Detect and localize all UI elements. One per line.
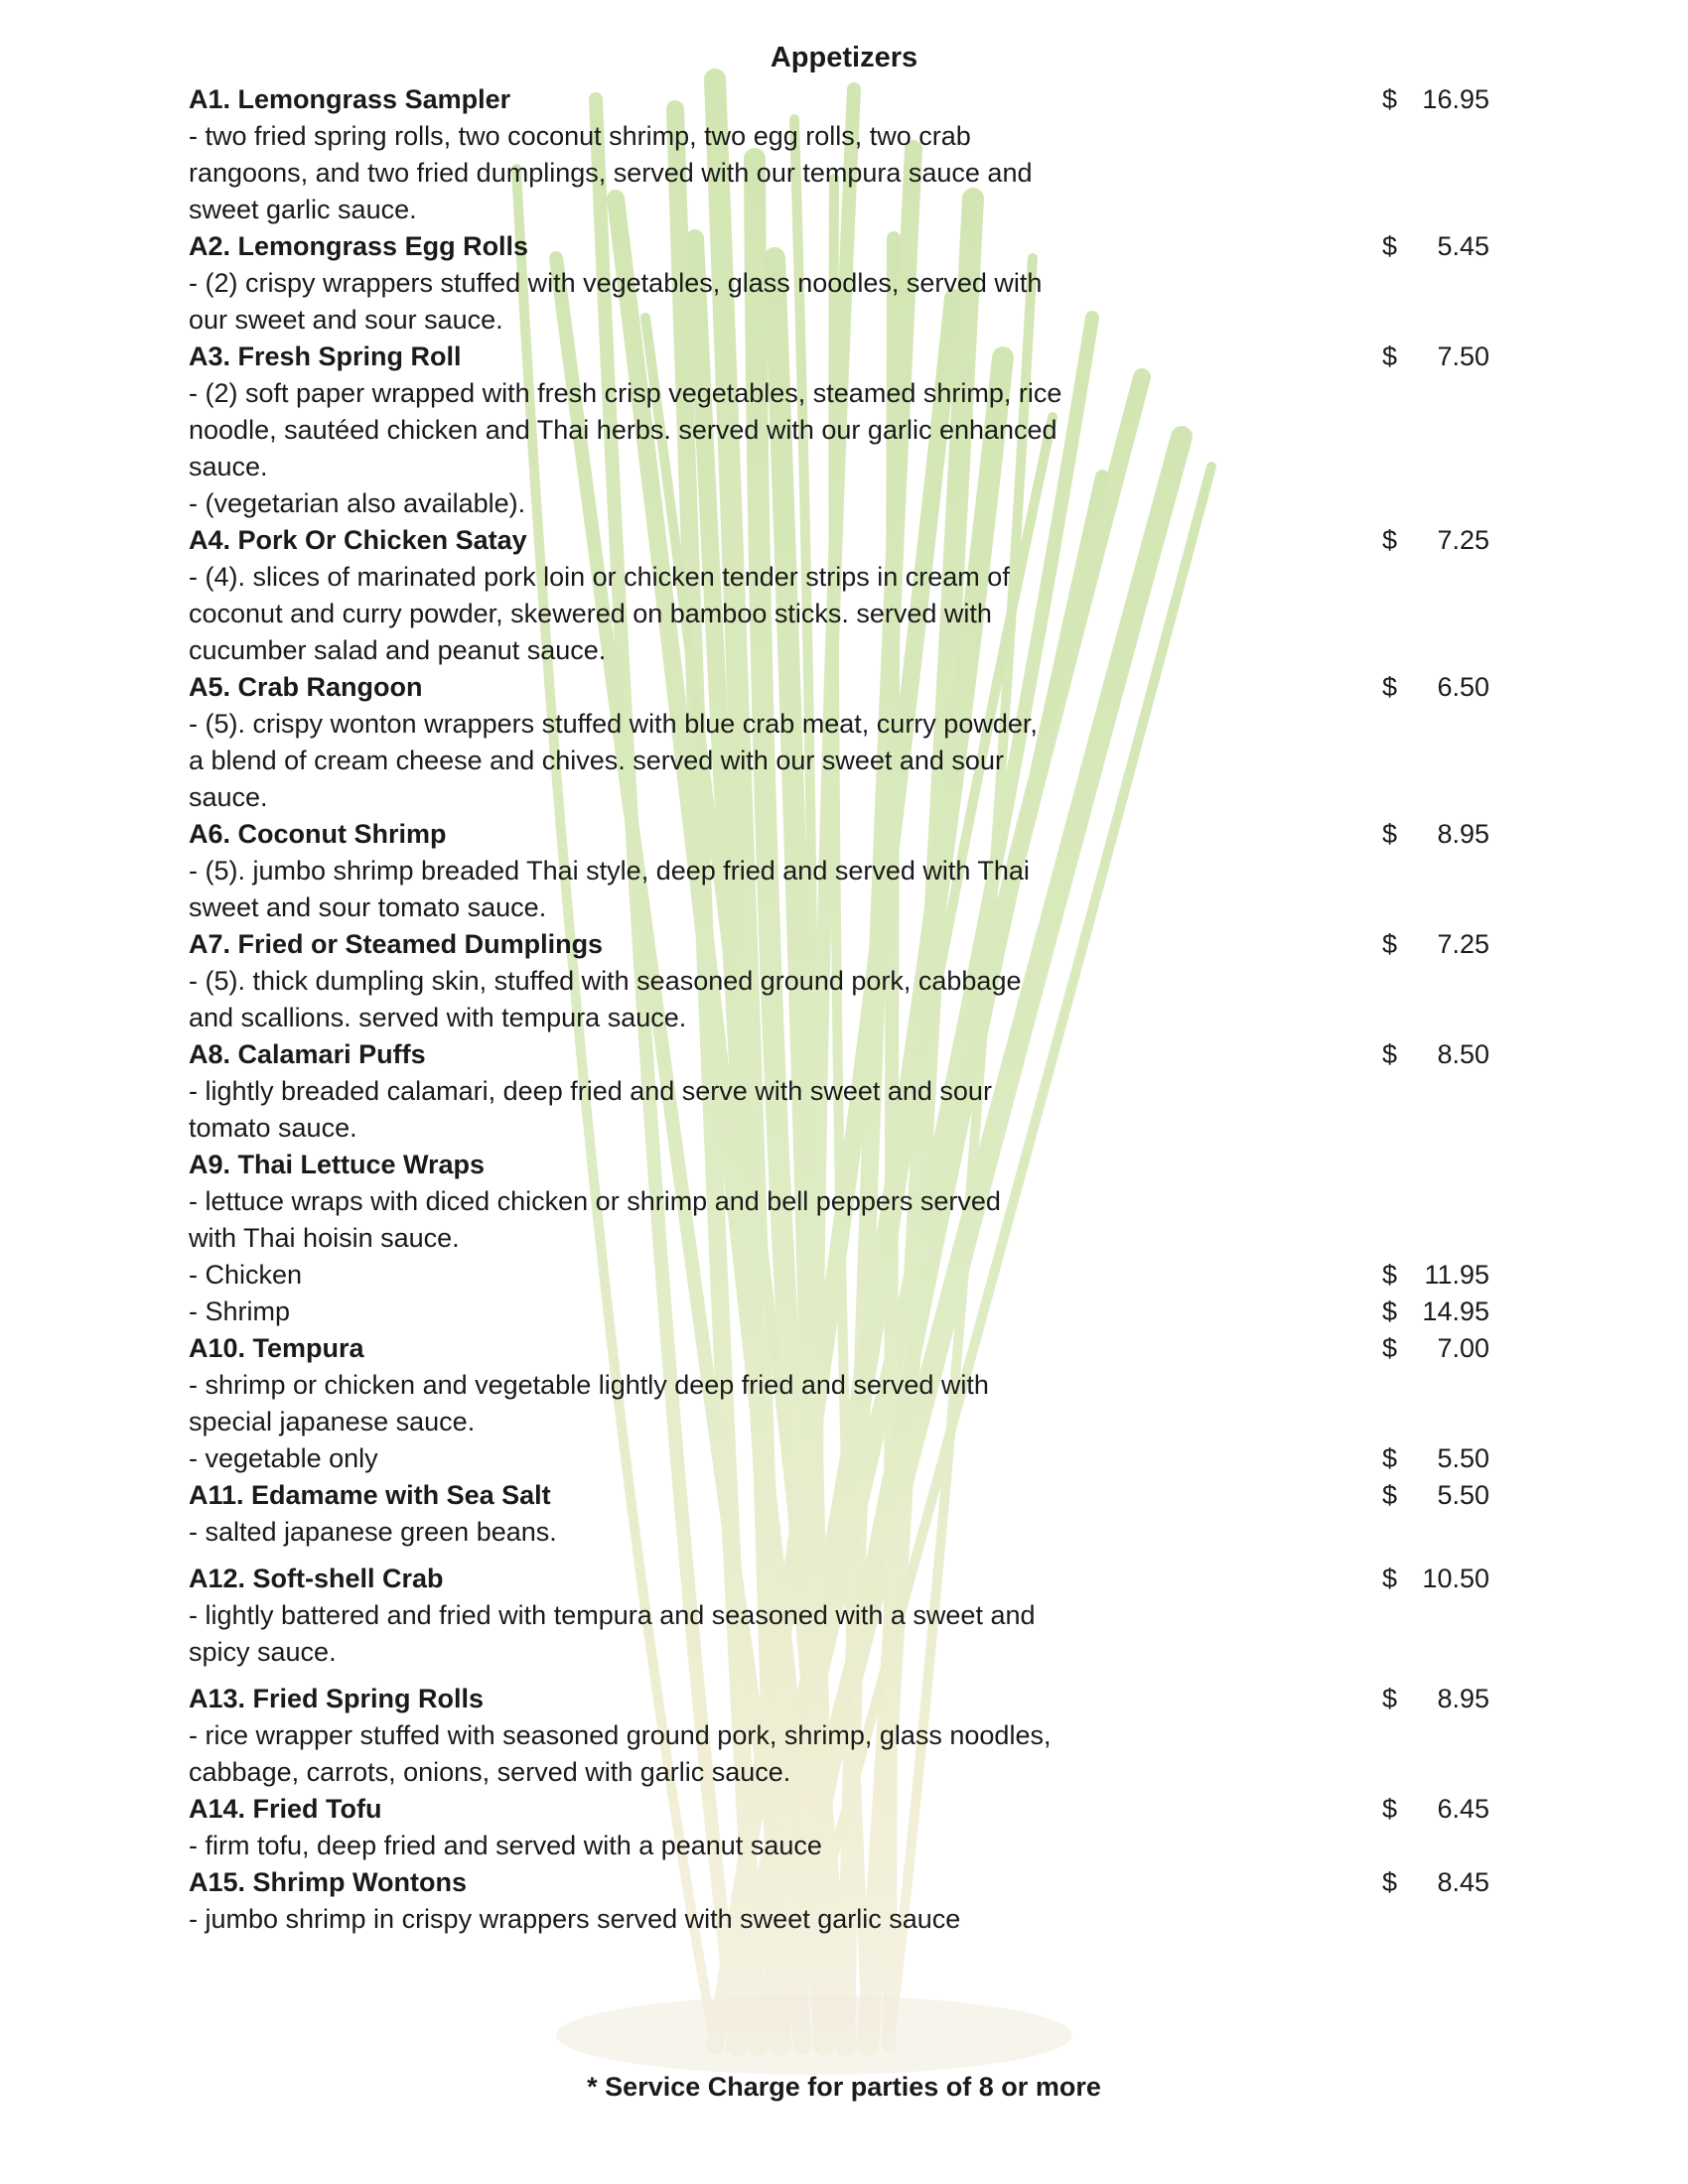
- item-price: 10.50: [1422, 1564, 1489, 1593]
- item-price: 8.50: [1437, 1039, 1489, 1069]
- currency-symbol: $: [1382, 1297, 1398, 1326]
- item-description: - (vegetarian also available).: [189, 488, 526, 518]
- item-price: 7.00: [1437, 1333, 1489, 1363]
- item-description: - lightly breaded calamari, deep fried and serve with sweet and sour: [189, 1076, 992, 1106]
- currency-symbol: $: [1382, 1333, 1398, 1363]
- currency-symbol: $: [1382, 1443, 1398, 1473]
- item-title: A13. Fried Spring Rolls: [189, 1684, 485, 1713]
- item-title: A11. Edamame with Sea Salt: [189, 1480, 551, 1510]
- item-description: - two fried spring rolls, two coconut shrimp, two egg rolls, two crab: [189, 121, 971, 151]
- item-price: 8.95: [1437, 819, 1489, 849]
- item-title: A1. Lemongrass Sampler: [189, 84, 511, 114]
- currency-symbol: $: [1382, 84, 1398, 114]
- item-price: 7.50: [1437, 341, 1489, 371]
- item-title: A7. Fried or Steamed Dumplings: [189, 929, 604, 959]
- item-description: a blend of cream cheese and chives. served with our sweet and sour: [189, 746, 1004, 775]
- item-description: special japanese sauce.: [189, 1407, 476, 1436]
- currency-symbol: $: [1382, 1867, 1398, 1897]
- item-title: A6. Coconut Shrimp: [189, 819, 447, 849]
- item-description: - (2) soft paper wrapped with fresh crisp vegetables, steamed shrimp, rice: [189, 378, 1062, 408]
- item-price: 16.95: [1422, 84, 1489, 114]
- item-title: A14. Fried Tofu: [189, 1794, 382, 1824]
- item-description: sauce.: [189, 782, 268, 812]
- item-price: 5.50: [1437, 1480, 1489, 1510]
- item-title: A5. Crab Rangoon: [189, 672, 423, 702]
- currency-symbol: $: [1382, 1684, 1398, 1713]
- item-title: A4. Pork Or Chicken Satay: [189, 525, 527, 555]
- item-description: spicy sauce.: [189, 1637, 337, 1667]
- currency-symbol: $: [1382, 1564, 1398, 1593]
- item-description: - shrimp or chicken and vegetable lightly deep fried and served with: [189, 1370, 989, 1400]
- item-description: - salted japanese green beans.: [189, 1517, 557, 1547]
- item-title: A3. Fresh Spring Roll: [189, 341, 462, 371]
- item-option-label: - Shrimp: [189, 1297, 291, 1326]
- item-price: 7.25: [1437, 525, 1489, 555]
- service-charge-note: * Service Charge for parties of 8 or more: [587, 2072, 1101, 2102]
- item-price: 6.45: [1437, 1794, 1489, 1824]
- item-title: A8. Calamari Puffs: [189, 1039, 426, 1069]
- item-description: cabbage, carrots, onions, served with garlic sauce.: [189, 1757, 791, 1787]
- currency-symbol: $: [1382, 1480, 1398, 1510]
- item-description: cucumber salad and peanut sauce.: [189, 635, 607, 665]
- item-price: 11.95: [1424, 1260, 1489, 1290]
- item-title: A2. Lemongrass Egg Rolls: [189, 231, 529, 261]
- currency-symbol: $: [1382, 929, 1398, 959]
- currency-symbol: $: [1382, 1039, 1398, 1069]
- item-description: - lettuce wraps with diced chicken or shrimp and bell peppers served: [189, 1186, 1001, 1216]
- currency-symbol: $: [1382, 231, 1398, 261]
- item-title: A10. Tempura: [189, 1333, 364, 1363]
- item-description: - (4). slices of marinated pork loin or chicken tender strips in cream of: [189, 562, 1010, 592]
- item-description: - (5). thick dumpling skin, stuffed with seasoned ground pork, cabbage: [189, 966, 1022, 996]
- item-price: 7.25: [1437, 929, 1489, 959]
- currency-symbol: $: [1382, 341, 1398, 371]
- item-description: rangoons, and two fried dumplings, served with our tempura sauce and: [189, 158, 1033, 188]
- item-price: 5.50: [1437, 1443, 1489, 1473]
- currency-symbol: $: [1382, 525, 1398, 555]
- item-option-label: - vegetable only: [189, 1443, 378, 1473]
- item-price: 8.95: [1437, 1684, 1489, 1713]
- item-description: and scallions. served with tempura sauce.: [189, 1003, 687, 1032]
- currency-symbol: $: [1382, 819, 1398, 849]
- item-description: - lightly battered and fried with tempura and seasoned with a sweet and: [189, 1600, 1036, 1630]
- item-description: coconut and curry powder, skewered on bamboo sticks. served with: [189, 599, 992, 628]
- currency-symbol: $: [1382, 672, 1398, 702]
- item-description: - rice wrapper stuffed with seasoned ground pork, shrimp, glass noodles,: [189, 1720, 1052, 1750]
- item-description: with Thai hoisin sauce.: [189, 1223, 460, 1253]
- currency-symbol: $: [1382, 1794, 1398, 1824]
- item-description: sweet and sour tomato sauce.: [189, 892, 547, 922]
- item-description: noodle, sautéed chicken and Thai herbs. served with our garlic enhanced: [189, 415, 1057, 445]
- item-price: 6.50: [1437, 672, 1489, 702]
- item-title: A15. Shrimp Wontons: [189, 1867, 468, 1897]
- item-description: - (5). crispy wonton wrappers stuffed with blue crab meat, curry powder,: [189, 709, 1038, 739]
- item-price: 8.45: [1437, 1867, 1489, 1897]
- item-description: - firm tofu, deep fried and served with a peanut sauce: [189, 1831, 822, 1860]
- item-description: sauce.: [189, 452, 268, 481]
- item-description: our sweet and sour sauce.: [189, 305, 503, 335]
- item-title: A9. Thai Lettuce Wraps: [189, 1150, 486, 1179]
- item-title: A12. Soft-shell Crab: [189, 1564, 444, 1593]
- item-option-label: - Chicken: [189, 1260, 303, 1290]
- item-description: tomato sauce.: [189, 1113, 357, 1143]
- item-price: 5.45: [1437, 231, 1489, 261]
- item-description: - (2) crispy wrappers stuffed with vegetables, glass noodles, served with: [189, 268, 1043, 298]
- currency-symbol: $: [1382, 1260, 1398, 1290]
- item-description: - jumbo shrimp in crispy wrappers served with sweet garlic sauce: [189, 1904, 961, 1934]
- item-description: - (5). jumbo shrimp breaded Thai style, deep fried and served with Thai: [189, 856, 1030, 886]
- item-description: sweet garlic sauce.: [189, 195, 417, 224]
- item-price: 14.95: [1422, 1297, 1489, 1326]
- section-title: Appetizers: [770, 42, 918, 73]
